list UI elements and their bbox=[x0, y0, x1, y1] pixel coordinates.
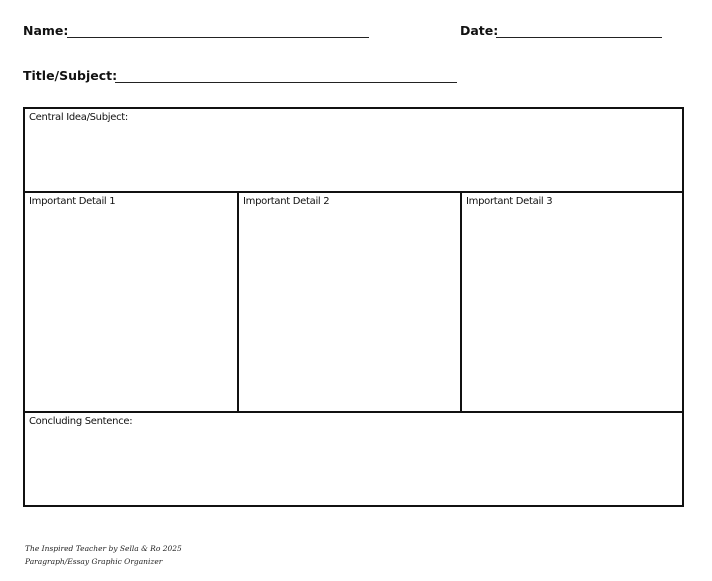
date-label: Date: bbox=[460, 23, 499, 38]
important-detail-2-box[interactable] bbox=[239, 193, 462, 411]
date-field[interactable] bbox=[460, 23, 662, 41]
concluding-sentence-label: Concluding Sentence: bbox=[29, 416, 133, 427]
important-detail-1-box[interactable] bbox=[25, 193, 239, 411]
central-idea-box[interactable] bbox=[25, 109, 682, 193]
title-subject-label: Title/Subject: bbox=[23, 68, 118, 83]
footer-subtitle: Paragraph/Essay Graphic Organizer bbox=[25, 557, 163, 566]
name-label: Name: bbox=[23, 23, 69, 38]
name-blank-line[interactable] bbox=[67, 37, 369, 38]
concluding-sentence-box[interactable] bbox=[25, 411, 682, 505]
title-subject-field[interactable] bbox=[23, 68, 457, 86]
graphic-organizer-table bbox=[23, 107, 684, 507]
central-idea-label: Central Idea/Subject: bbox=[29, 112, 128, 123]
name-field[interactable] bbox=[23, 23, 369, 41]
title-subject-blank-line[interactable] bbox=[115, 82, 457, 83]
important-detail-2-label: Important Detail 2 bbox=[243, 196, 330, 207]
important-detail-3-label: Important Detail 3 bbox=[466, 196, 553, 207]
date-blank-line[interactable] bbox=[496, 37, 662, 38]
important-detail-3-box[interactable] bbox=[462, 193, 682, 411]
important-detail-1-label: Important Detail 1 bbox=[29, 196, 116, 207]
footer-credit: The Inspired Teacher by Sella & Ro 2025 bbox=[25, 544, 182, 553]
